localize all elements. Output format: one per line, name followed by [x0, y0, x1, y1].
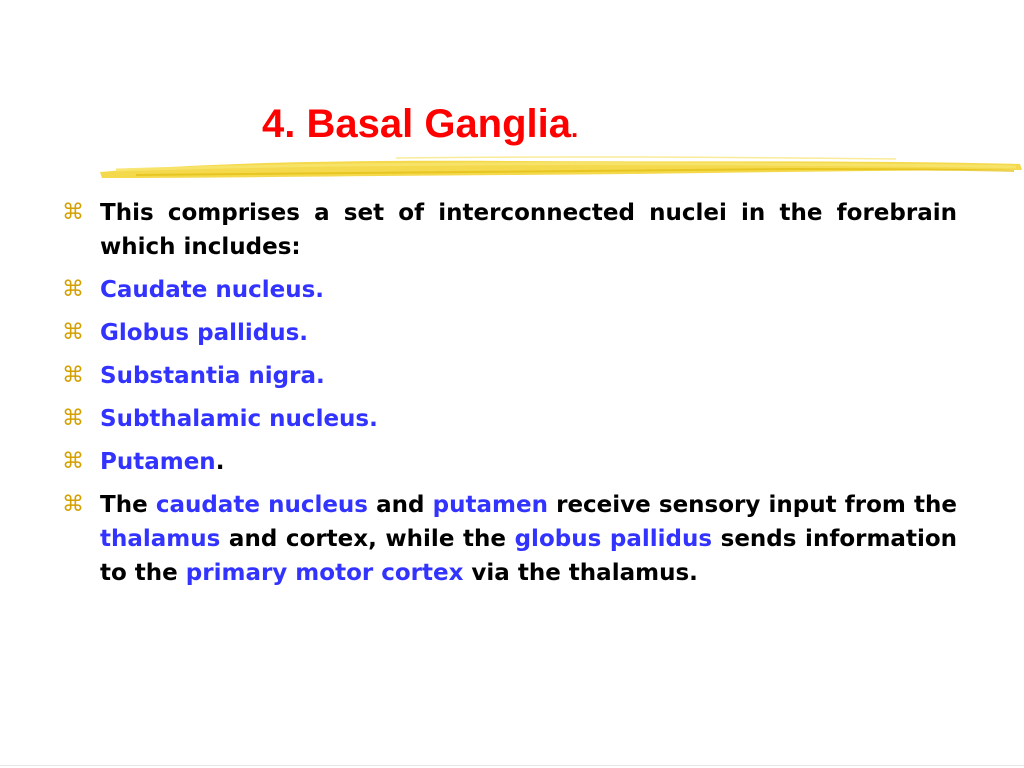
bullet-summary	[62, 488, 957, 590]
footer-divider	[0, 765, 1024, 766]
bullet-globus-text: Globus pallidus.	[100, 320, 308, 346]
bullet-mark-icon: ⌘	[62, 406, 84, 431]
summary-part-6: via the thalamus.	[463, 560, 698, 586]
bullet-putamen	[62, 445, 957, 479]
bullet-mark-icon: ⌘	[62, 277, 84, 302]
bullet-putamen-period: .	[215, 449, 225, 475]
bullet-caudate-text: Caudate nucleus.	[100, 277, 325, 303]
slide-title-period: .	[571, 113, 579, 143]
bullet-mark-icon: ⌘	[62, 320, 84, 345]
bullet-intro-text: This comprises a set of interconnected nuclei in the forebrain which includes:	[100, 200, 957, 260]
bullet-putamen-text: Putamen	[100, 449, 216, 475]
summary-part-2: and	[368, 492, 433, 518]
slide-title	[262, 96, 578, 156]
bullet-subthalamic-text: Subthalamic nucleus.	[100, 406, 378, 432]
summary-highlight-motor-cortex: primary motor cortex	[185, 560, 464, 586]
title-brush-underline	[96, 148, 1024, 188]
bullet-intro	[62, 196, 957, 264]
summary-highlight-caudate: caudate nucleus	[155, 492, 368, 518]
summary-part-5: sends information to the	[100, 526, 958, 586]
summary-part-4: and cortex, while the	[220, 526, 515, 552]
summary-part-3: receive sensory input from the	[547, 492, 957, 518]
bullet-list	[62, 196, 957, 599]
bullet-mark-icon: ⌘	[62, 363, 84, 388]
summary-highlight-globus: globus pallidus	[514, 526, 713, 552]
slide-title-text: 4. Basal Ganglia	[262, 102, 572, 146]
bullet-substantia	[62, 359, 957, 393]
bullet-caudate	[62, 273, 957, 307]
bullet-subthalamic	[62, 402, 957, 436]
bullet-mark-icon: ⌘	[62, 449, 84, 474]
bullet-mark-icon: ⌘	[62, 200, 84, 225]
bullet-substantia-text: Substantia nigra.	[100, 363, 325, 389]
summary-highlight-putamen: putamen	[432, 492, 548, 518]
summary-highlight-thalamus: thalamus	[100, 526, 221, 552]
bullet-globus	[62, 316, 957, 350]
summary-part-1: The	[100, 492, 156, 518]
bullet-mark-icon: ⌘	[62, 492, 84, 517]
